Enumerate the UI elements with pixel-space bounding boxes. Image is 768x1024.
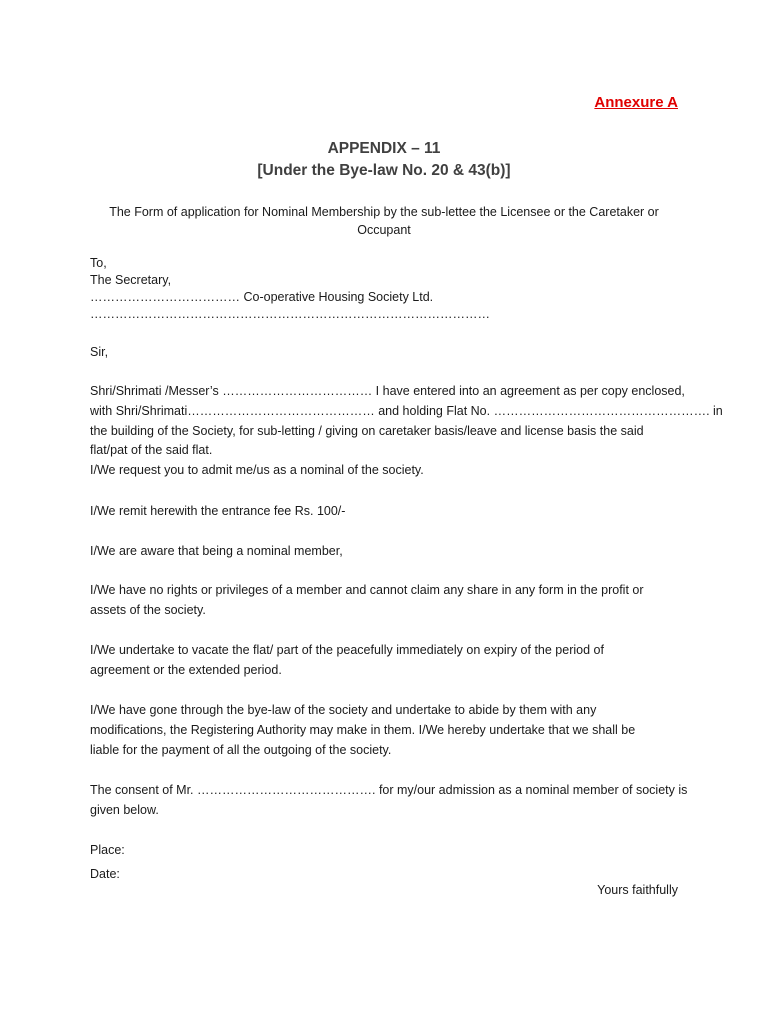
paragraph-line: flat/pat of the said flat. <box>90 443 213 457</box>
paragraph-line: The consent of Mr. ……………………………………. for my/our admission as a nominal member of society is <box>90 783 688 797</box>
place-date-block <box>90 812 678 886</box>
paragraph-line: I/We undertake to vacate the flat/ part of the peacefully immediately on expiry of the period of <box>90 643 604 657</box>
form-title-line: Occupant <box>357 223 411 237</box>
paragraph-line: given below. <box>90 803 159 817</box>
paragraph-line: I/We have no rights or privileges of a member and cannot claim any share in any form in the profit or <box>90 583 644 597</box>
form-title <box>90 203 678 239</box>
appendix-title: APPENDIX – 11 <box>327 140 441 157</box>
address-to: To, <box>90 256 107 270</box>
paragraph-no-rights <box>90 580 678 620</box>
paragraph-line: the building of the Society, for sub-letting / giving on caretaker basis/leave and license basis the said <box>90 424 644 438</box>
paragraph-line: I/We request you to admit me/us as a nominal of the society. <box>90 463 424 477</box>
paragraph-entrance-fee: I/We remit herewith the entrance fee Rs. 100/- <box>90 504 346 518</box>
salutation: Sir, <box>90 345 109 359</box>
paragraph-line: liable for the payment of all the outgoing of the society. <box>90 743 392 757</box>
paragraph-vacate <box>90 640 678 680</box>
form-title-line: The Form of application for Nominal Membership by the sub-lettee the Licensee or the Caretaker or <box>109 205 659 219</box>
closing-signature: Yours faithfully <box>597 883 678 897</box>
address-block <box>90 255 678 323</box>
appendix-heading <box>0 138 768 182</box>
paragraph-line: Shri/Shrimati /Messer’s ……………………………… I have entered into an agreement as per copy enclosed, <box>90 384 685 398</box>
appendix-subtitle: [Under the Bye-law No. 20 & 43(b)] <box>257 162 511 179</box>
paragraph-bye-law <box>90 700 678 760</box>
paragraph-agreement <box>90 381 723 480</box>
place-label: Place: <box>90 843 125 857</box>
paragraph-line: assets of the society. <box>90 603 206 617</box>
address-society: ……………………………… Co-operative Housing Society Ltd. <box>90 290 434 304</box>
annexure-heading: Annexure A <box>594 94 678 111</box>
paragraph-line: with Shri/Shrimati……………………………………… and holding Flat No. ……………………………………………. in <box>90 404 723 418</box>
paragraph-line: agreement or the extended period. <box>90 663 282 677</box>
paragraph-aware: I/We are aware that being a nominal member, <box>90 544 343 558</box>
paragraph-line: I/We have gone through the bye-law of the society and undertake to abide by them with any <box>90 703 597 717</box>
date-label: Date: <box>90 867 120 881</box>
address-secretary: The Secretary, <box>90 273 172 287</box>
paragraph-line: modifications, the Registering Authority may make in them. I/We hereby undertake that we shall be <box>90 723 636 737</box>
address-dots: …………………………………………………………………………………… <box>90 307 490 321</box>
